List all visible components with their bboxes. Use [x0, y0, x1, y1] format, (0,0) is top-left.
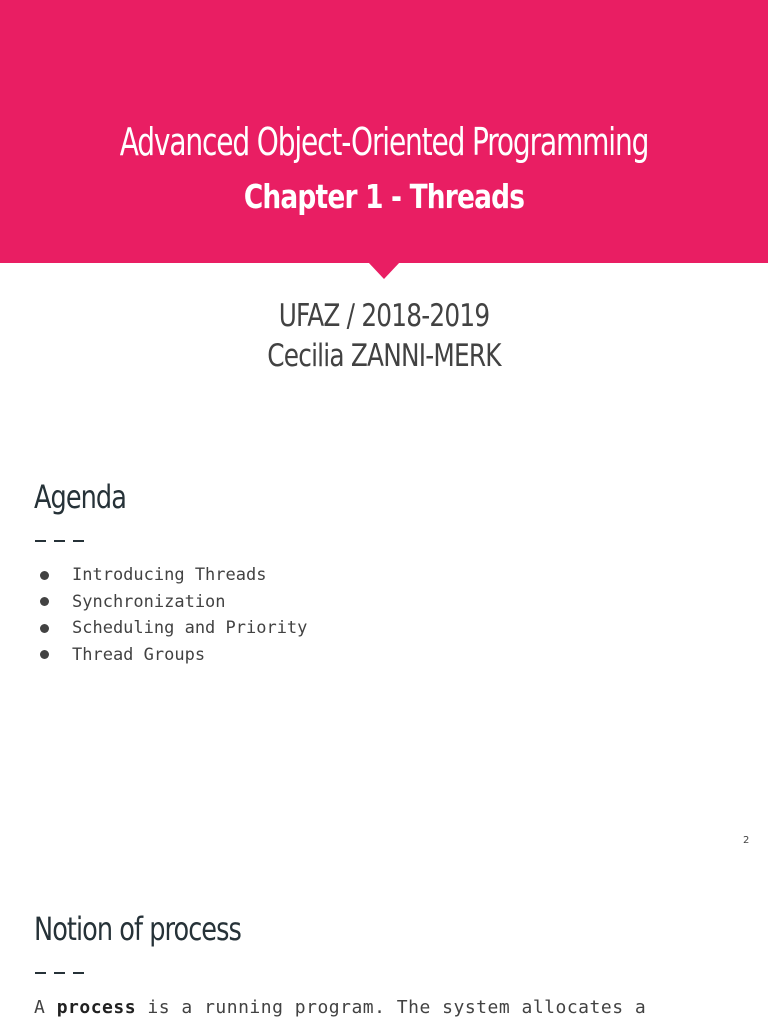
- author-name: Cecilia ZANNI-MERK: [267, 338, 501, 374]
- list-item-label: Scheduling and Priority: [72, 618, 308, 639]
- bullet-icon: [40, 571, 49, 580]
- bullet-icon: [40, 597, 49, 606]
- agenda-list: [40, 562, 307, 668]
- list-item: [40, 562, 307, 589]
- heading-divider: [35, 972, 85, 974]
- process-definition: [34, 997, 646, 1018]
- list-item: [40, 615, 307, 642]
- process-heading: Notion of process: [34, 910, 241, 948]
- list-item-label: Introducing Threads: [72, 565, 267, 586]
- page-number: 2: [743, 835, 750, 846]
- list-item-label: Thread Groups: [72, 644, 206, 665]
- list-item-label: Synchronization: [72, 591, 226, 612]
- bullet-icon: [40, 650, 49, 659]
- presentation-title: Advanced Object-Oriented Programming: [119, 120, 649, 164]
- definition-text: is a running program. The system allocates a: [136, 997, 647, 1018]
- definition-prefix: A: [34, 997, 57, 1018]
- list-item: [40, 642, 307, 669]
- institution-year: UFAZ / 2018-2019: [278, 298, 490, 334]
- bullet-icon: [40, 624, 49, 633]
- definition-term: process: [56, 997, 137, 1018]
- heading-divider: [35, 540, 85, 542]
- banner-pointer: [368, 262, 400, 279]
- list-item: [40, 589, 307, 616]
- chapter-title: Chapter 1 - Threads: [243, 177, 525, 216]
- agenda-heading: Agenda: [34, 478, 126, 516]
